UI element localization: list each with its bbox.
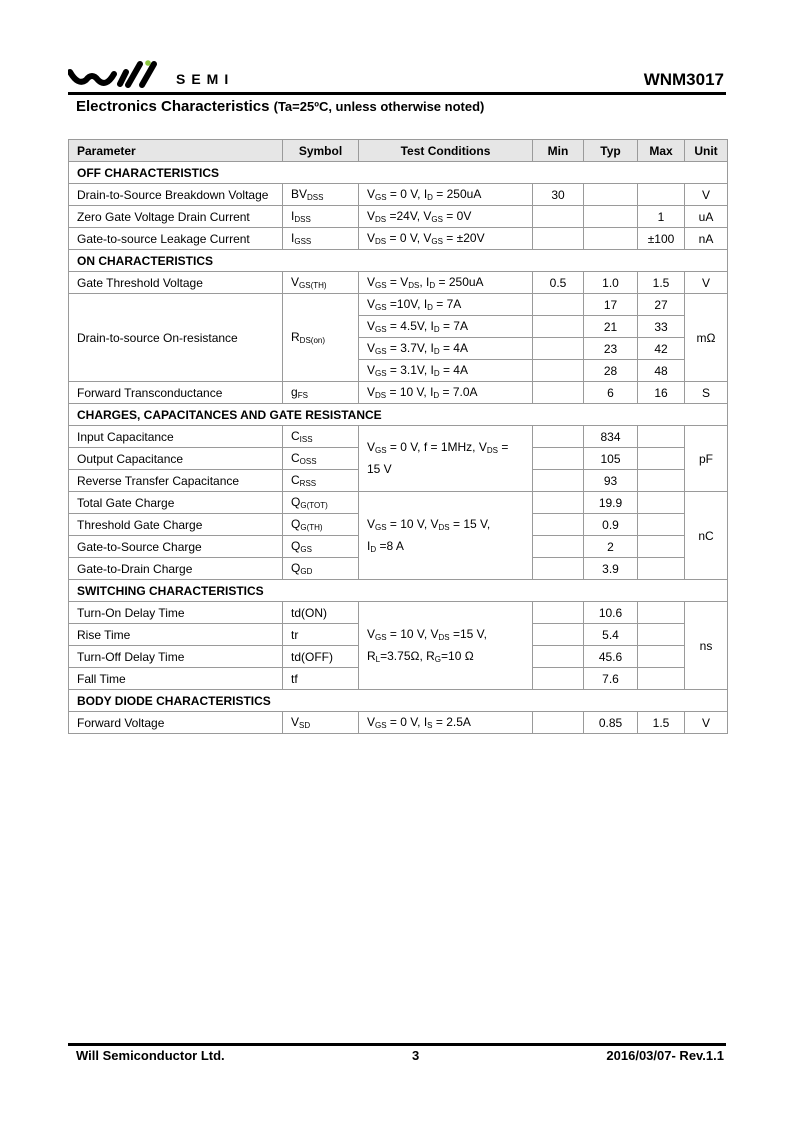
symbol-cell: $BV_{DSS}$ xyxy=(283,184,359,206)
footer-page-number: 3 xyxy=(412,1048,420,1063)
param-cell: Gate-to-source Leakage Current xyxy=(69,228,283,250)
typ-cell: 834 xyxy=(584,426,638,448)
unit-cell: V xyxy=(685,184,728,206)
condition-cell: $V_{GS} = 10$ V, $V_{DS} = 15$ V, $I_D =8$ A xyxy=(359,492,533,580)
section-title-text: Electronics Characteristics xyxy=(76,98,270,115)
max-cell xyxy=(638,184,685,206)
typ-cell xyxy=(584,184,638,206)
typ-cell: 5.4 xyxy=(584,624,638,646)
typ-cell: 105 xyxy=(584,448,638,470)
symbol-cell: $g_{FS}$ xyxy=(283,382,359,404)
min-cell xyxy=(533,602,584,624)
group-row xyxy=(69,580,728,602)
param-cell: Fall Time xyxy=(69,668,283,690)
typ-cell: 3.9 xyxy=(584,558,638,580)
condition-cell: $V_{DS} =24V$, $V_{GS} = 0V$ xyxy=(359,206,533,228)
min-cell xyxy=(533,360,584,382)
group-title: SWITCHING CHARACTERISTICS xyxy=(69,580,728,602)
footer-divider xyxy=(68,1043,726,1046)
min-cell xyxy=(533,316,584,338)
param-cell: Output Capacitance xyxy=(69,448,283,470)
col-header-symbol: Symbol xyxy=(283,140,359,162)
symbol-cell: $V_{GS(TH)}$ xyxy=(283,272,359,294)
typ-cell: 45.6 xyxy=(584,646,638,668)
param-cell: Drain-to-source On-resistance xyxy=(69,294,283,382)
group-title: CHARGES, CAPACITANCES AND GATE RESISTANCE xyxy=(69,404,728,426)
param-cell: Reverse Transfer Capacitance xyxy=(69,470,283,492)
max-cell xyxy=(638,646,685,668)
condition-cell: $V_{GS} = 0$ V, f = 1MHz, $V_{DS} = 15$ V xyxy=(359,426,533,492)
param-cell: Turn-Off Delay Time xyxy=(69,646,283,668)
group-title: BODY DIODE CHARACTERISTICS xyxy=(69,690,728,712)
typ-cell: 28 xyxy=(584,360,638,382)
max-cell xyxy=(638,514,685,536)
col-header-test-conditions: Test Conditions xyxy=(359,140,533,162)
typ-cell: 10.6 xyxy=(584,602,638,624)
condition-cell: $V_{GS} = 3.7V$, $I_D = 4A$ xyxy=(359,338,533,360)
min-cell xyxy=(533,624,584,646)
typ-cell xyxy=(584,228,638,250)
condition-cell: $V_{GS} = 4.5V$, $I_D = 7A$ xyxy=(359,316,533,338)
table-row xyxy=(69,184,728,206)
table-row xyxy=(69,294,728,316)
symbol-cell: $Q_{G(TH)}$ xyxy=(283,514,359,536)
symbol-cell: $I_{GSS}$ xyxy=(283,228,359,250)
max-cell xyxy=(638,448,685,470)
min-cell xyxy=(533,558,584,580)
condition-cell: $V_{GS} = 0$ V, $I_S = 2.5A$ xyxy=(359,712,533,734)
param-cell: Forward Voltage xyxy=(69,712,283,734)
typ-cell: 6 xyxy=(584,382,638,404)
table-row xyxy=(69,426,728,448)
col-header-typ: Typ xyxy=(584,140,638,162)
condition-cell: $V_{GS} = 0$ V, $I_D = 250uA$ xyxy=(359,184,533,206)
max-cell: 1.5 xyxy=(638,272,685,294)
min-cell xyxy=(533,668,584,690)
col-header-parameter: Parameter xyxy=(69,140,283,162)
param-cell: Forward Transconductance xyxy=(69,382,283,404)
max-cell: 1 xyxy=(638,206,685,228)
table-row xyxy=(69,206,728,228)
unit-cell: nC xyxy=(685,492,728,580)
symbol-cell: $Q_{G(TOT)}$ xyxy=(283,492,359,514)
symbol-cell: tr xyxy=(283,624,359,646)
param-cell: Total Gate Charge xyxy=(69,492,283,514)
max-cell xyxy=(638,492,685,514)
unit-cell: S xyxy=(685,382,728,404)
min-cell xyxy=(533,470,584,492)
typ-cell: 21 xyxy=(584,316,638,338)
unit-cell: nA xyxy=(685,228,728,250)
col-header-unit: Unit xyxy=(685,140,728,162)
group-title: ON CHARACTERISTICS xyxy=(69,250,728,272)
section-title xyxy=(76,98,484,115)
typ-cell: 93 xyxy=(584,470,638,492)
min-cell xyxy=(533,492,584,514)
param-cell: Gate Threshold Voltage xyxy=(69,272,283,294)
max-cell: ±100 xyxy=(638,228,685,250)
typ-cell: 0.85 xyxy=(584,712,638,734)
max-cell xyxy=(638,602,685,624)
condition-cell: $V_{GS} =10V$, $I_D = 7A$ xyxy=(359,294,533,316)
min-cell xyxy=(533,646,584,668)
table-row xyxy=(69,602,728,624)
typ-cell: 1.0 xyxy=(584,272,638,294)
max-cell xyxy=(638,470,685,492)
section-subtitle: (Ta=25ºC, unless otherwise noted) xyxy=(273,99,485,114)
max-cell xyxy=(638,558,685,580)
part-number: WNM3017 xyxy=(643,70,724,89)
typ-cell: 0.9 xyxy=(584,514,638,536)
min-cell xyxy=(533,382,584,404)
min-cell xyxy=(533,294,584,316)
group-title: OFF CHARACTERISTICS xyxy=(69,162,728,184)
group-row xyxy=(69,162,728,184)
unit-cell: V xyxy=(685,272,728,294)
typ-cell xyxy=(584,206,638,228)
param-cell: Drain-to-Source Breakdown Voltage xyxy=(69,184,283,206)
max-cell: 27 xyxy=(638,294,685,316)
symbol-cell: $C_{OSS}$ xyxy=(283,448,359,470)
param-cell: Gate-to-Drain Charge xyxy=(69,558,283,580)
table-row xyxy=(69,712,728,734)
table-header-row xyxy=(69,140,728,162)
unit-cell: uA xyxy=(685,206,728,228)
symbol-cell: $Q_{GS}$ xyxy=(283,536,359,558)
symbol-cell: $C_{RSS}$ xyxy=(283,470,359,492)
min-cell: 30 xyxy=(533,184,584,206)
symbol-cell: $V_{SD}$ xyxy=(283,712,359,734)
condition-cell: $V_{GS} = 3.1V$, $I_D = 4A$ xyxy=(359,360,533,382)
col-header-min: Min xyxy=(533,140,584,162)
symbol-cell: $I_{DSS}$ xyxy=(283,206,359,228)
symbol-cell: $Q_{GD}$ xyxy=(283,558,359,580)
group-row xyxy=(69,690,728,712)
characteristics-table xyxy=(68,139,728,734)
max-cell xyxy=(638,426,685,448)
param-cell: Turn-On Delay Time xyxy=(69,602,283,624)
max-cell xyxy=(638,536,685,558)
min-cell xyxy=(533,448,584,470)
max-cell: 1.5 xyxy=(638,712,685,734)
condition-cell: $V_{GS} = V_{DS}$, $I_D = 250uA$ xyxy=(359,272,533,294)
header-divider xyxy=(68,92,726,95)
param-cell: Gate-to-Source Charge xyxy=(69,536,283,558)
typ-cell: 7.6 xyxy=(584,668,638,690)
table-row xyxy=(69,272,728,294)
min-cell xyxy=(533,712,584,734)
max-cell: 48 xyxy=(638,360,685,382)
unit-cell: ns xyxy=(685,602,728,690)
condition-cell: $V_{GS} = 10$ V, $V_{DS} =15$ V, $R_L=3.75\Omega$, $R_G=10$ Ω xyxy=(359,602,533,690)
min-cell xyxy=(533,514,584,536)
unit-cell: V xyxy=(685,712,728,734)
condition-cell: $V_{DS} = 0$ V, $V_{GS} = \pm 20V$ xyxy=(359,228,533,250)
max-cell: 33 xyxy=(638,316,685,338)
min-cell: 0.5 xyxy=(533,272,584,294)
symbol-cell: $C_{ISS}$ xyxy=(283,426,359,448)
min-cell xyxy=(533,338,584,360)
symbol-cell: $R_{DS(on)}$ xyxy=(283,294,359,382)
symbol-cell: tf xyxy=(283,668,359,690)
unit-cell: mΩ xyxy=(685,294,728,382)
param-cell: Threshold Gate Charge xyxy=(69,514,283,536)
param-cell: Input Capacitance xyxy=(69,426,283,448)
table-row xyxy=(69,492,728,514)
symbol-cell: td(ON) xyxy=(283,602,359,624)
param-cell: Rise Time xyxy=(69,624,283,646)
group-row xyxy=(69,404,728,426)
footer-date-revision: 2016/03/07- Rev.1.1 xyxy=(606,1048,724,1063)
typ-cell: 23 xyxy=(584,338,638,360)
logo-word: SEMI xyxy=(176,71,235,87)
min-cell xyxy=(533,536,584,558)
symbol-cell: td(OFF) xyxy=(283,646,359,668)
logo-mark-icon xyxy=(68,58,178,92)
param-cell: Zero Gate Voltage Drain Current xyxy=(69,206,283,228)
max-cell: 16 xyxy=(638,382,685,404)
table-row xyxy=(69,228,728,250)
max-cell xyxy=(638,624,685,646)
table-row xyxy=(69,382,728,404)
unit-cell: pF xyxy=(685,426,728,492)
min-cell xyxy=(533,426,584,448)
max-cell xyxy=(638,668,685,690)
company-logo xyxy=(68,58,258,92)
min-cell xyxy=(533,228,584,250)
col-header-max: Max xyxy=(638,140,685,162)
min-cell xyxy=(533,206,584,228)
typ-cell: 2 xyxy=(584,536,638,558)
group-row xyxy=(69,250,728,272)
footer-company: Will Semiconductor Ltd. xyxy=(76,1048,225,1063)
typ-cell: 17 xyxy=(584,294,638,316)
max-cell: 42 xyxy=(638,338,685,360)
typ-cell: 19.9 xyxy=(584,492,638,514)
condition-cell: $V_{DS} = 10$ V, $I_D = 7.0A$ xyxy=(359,382,533,404)
